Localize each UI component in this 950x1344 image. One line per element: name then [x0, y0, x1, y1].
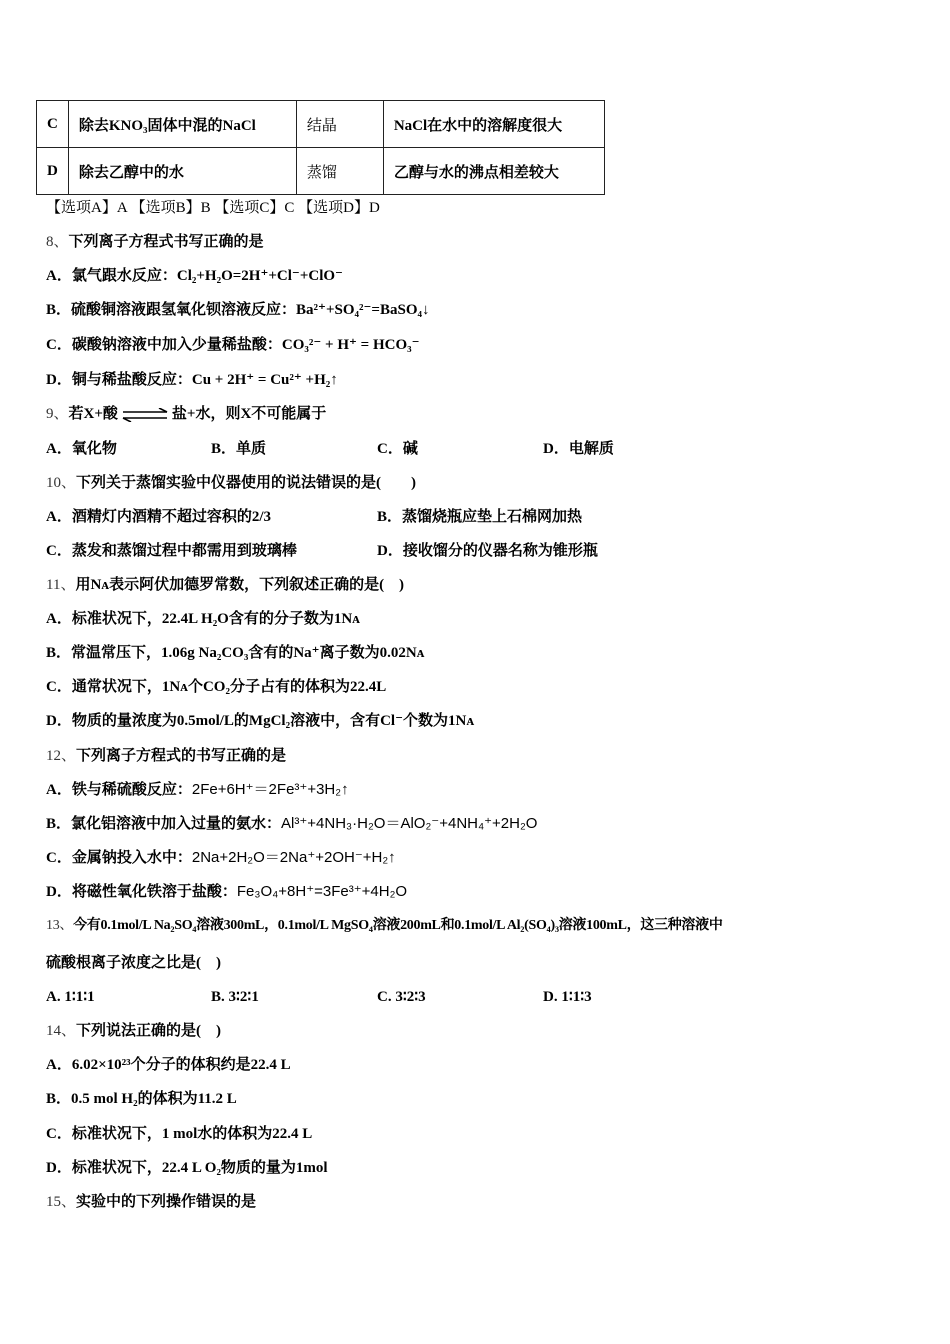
option-text: 硫酸铜溶液跟氢氧化钡溶液反应：: [71, 302, 297, 318]
option-label: A．: [46, 782, 72, 798]
q9-option-b[interactable]: B．单质: [211, 441, 267, 457]
option-label: C．: [46, 850, 72, 866]
option-formula: Cu + 2H⁺ = Cu²⁺ +H₂↑: [191, 372, 338, 388]
q9-option-a[interactable]: A．氧化物: [46, 441, 117, 457]
q12-stem: [46, 746, 286, 766]
option-text: 物质的量浓度为0.5mol/L的MgCl₂溶液中，含有Cl⁻个数为1Nᴀ: [71, 713, 475, 729]
option-label: D．: [46, 713, 72, 729]
q12-option-d[interactable]: [46, 882, 407, 902]
option-formula: CO₃²⁻ + H⁺ = HCO₃⁻: [281, 337, 420, 353]
option-text: 氯气跟水反应：: [71, 268, 177, 284]
q13-stem-line1: [46, 916, 723, 936]
reversible-reaction-arrow-icon: [121, 408, 169, 422]
question-number: 12、: [46, 748, 77, 764]
option-text: 常温常压下，1.06g Na₂CO₃含有的Na⁺离子数为0.02Nᴀ: [71, 645, 425, 661]
option-label: B．: [46, 302, 72, 318]
q14-option-a[interactable]: [46, 1055, 291, 1075]
option-label: C．: [46, 1126, 72, 1142]
option-text: 通常状况下，1Nᴀ个CO₂分子占有的体积为22.4L: [71, 679, 387, 695]
option-label: D．: [46, 884, 72, 900]
row-purpose: 除去乙醇中的水: [68, 148, 296, 195]
question-text: 用Nᴀ表示阿伏加德罗常数，下列叙述正确的是( ): [75, 577, 405, 593]
table-row: [37, 148, 605, 195]
q14-stem: [46, 1021, 221, 1041]
q11-option-c[interactable]: [46, 677, 386, 697]
q7-answer-options: 【选项A】A 【选项B】B 【选项C】C 【选项D】D: [46, 200, 380, 216]
row-label: C: [37, 101, 69, 148]
option-label: C．: [46, 337, 72, 353]
q9-option-d[interactable]: D．电解质: [543, 441, 614, 457]
q10-stem: [46, 473, 416, 493]
q13-option-b[interactable]: B. 3∶2∶1: [211, 989, 259, 1005]
question-number: 8、: [46, 234, 69, 250]
q8-option-d[interactable]: [46, 370, 338, 390]
option-label: A．: [46, 611, 72, 627]
option-label: B．: [46, 816, 72, 832]
q10-option-d[interactable]: D．接收馏分的仪器名称为锥形瓶: [377, 543, 598, 559]
q10-options-row1: [46, 507, 906, 527]
q12-option-c[interactable]: [46, 848, 396, 868]
option-label: A．: [46, 1057, 72, 1073]
q15-stem: [46, 1192, 256, 1212]
option-text: 碳酸钠溶液中加入少量稀盐酸：: [71, 337, 282, 353]
q11-option-b[interactable]: [46, 643, 424, 663]
q8-stem: [46, 232, 264, 252]
option-text: 标准状况下，22.4L H₂O含有的分子数为1Nᴀ: [71, 611, 360, 627]
question-text: 今有0.1mol/L Na₂SO₄溶液300mL，0.1mol/L MgSO₄溶液200mL和0.1mol/L Al₂(SO₄)₃溶液100mL，这三种溶液中: [73, 918, 723, 933]
q9-stem: [46, 404, 326, 424]
question-number: 11、: [46, 577, 76, 593]
q14-option-c[interactable]: [46, 1124, 312, 1144]
option-text: 标准状况下，22.4 L O₂物质的量为1mol: [71, 1160, 328, 1176]
q11-option-d[interactable]: [46, 711, 474, 731]
question-text-before: 若X+酸: [68, 406, 118, 422]
question-text: 下列关于蒸馏实验中仪器使用的说法错误的是( ): [76, 475, 417, 491]
option-formula: Ba²⁺+SO₄²⁻=BaSO₄↓: [296, 302, 430, 318]
q7-options-table: [36, 100, 605, 195]
option-text: 将磁性氧化铁溶于盐酸：: [71, 884, 237, 900]
option-formula: Fe₃O₄+8H⁺=3Fe³⁺+4H₂O: [236, 883, 408, 900]
option-formula: 2Fe+6H⁺＝2Fe³⁺+3H₂↑: [191, 781, 349, 798]
option-text: 铜与稀盐酸反应：: [71, 372, 192, 388]
question-text: 下列离子方程式书写正确的是: [68, 234, 264, 250]
option-label: B．: [46, 1091, 72, 1107]
q10-option-c[interactable]: C．蒸发和蒸馏过程中都需用到玻璃棒: [46, 543, 297, 559]
q12-option-a[interactable]: [46, 780, 349, 800]
table-row: [37, 101, 605, 148]
question-number: 13、: [46, 918, 74, 933]
row-method: 结晶: [296, 101, 383, 148]
option-text: 氯化铝溶液中加入过量的氨水：: [71, 816, 282, 832]
row-label: D: [37, 148, 69, 195]
q10-option-a[interactable]: A．酒精灯内酒精不超过容积的2/3: [46, 509, 272, 525]
question-text-after: 盐+水，则X不可能属于: [171, 406, 327, 422]
q8-option-c[interactable]: [46, 335, 420, 355]
q9-option-c[interactable]: C．碱: [377, 441, 418, 457]
q13-option-d[interactable]: D. 1∶1∶3: [543, 989, 592, 1005]
option-formula: 2Na+2H₂O＝2Na⁺+2OH⁻+H₂↑: [191, 849, 396, 866]
question-number: 14、: [46, 1023, 77, 1039]
q12-option-b[interactable]: [46, 814, 537, 834]
option-label: D．: [46, 1160, 72, 1176]
question-text: 下列说法正确的是( ): [76, 1023, 222, 1039]
q13-option-c[interactable]: C. 3∶2∶3: [377, 989, 426, 1005]
q10-options-row2: [46, 541, 906, 561]
option-text: 铁与稀硫酸反应：: [71, 782, 192, 798]
option-label: C．: [46, 679, 72, 695]
q14-option-d[interactable]: [46, 1158, 328, 1178]
q9-options: [46, 439, 906, 459]
row-purpose: 除去KNO₃固体中混的NaCl: [68, 101, 296, 148]
q13-options: [46, 987, 906, 1007]
row-method: 蒸馏: [296, 148, 383, 195]
q11-stem: [46, 575, 404, 595]
option-label: A．: [46, 268, 72, 284]
q13-option-a[interactable]: A. 1∶1∶1: [46, 989, 95, 1005]
option-label: D．: [46, 372, 72, 388]
option-text: 6.02×10²³个分子的体积约是22.4 L: [71, 1057, 291, 1073]
row-reason: NaCl在水中的溶解度很大: [383, 101, 604, 148]
question-number: 9、: [46, 406, 69, 422]
option-formula: Al³⁺+4NH₃·H₂O＝AlO₂⁻+4NH₄⁺+2H₂O: [281, 815, 538, 832]
q8-option-b[interactable]: [46, 300, 429, 320]
q13-stem-line2: 硫酸根离子浓度之比是( ): [46, 955, 221, 971]
q14-option-b[interactable]: [46, 1089, 237, 1109]
question-number: 15、: [46, 1194, 77, 1210]
q10-option-b[interactable]: B．蒸馏烧瓶应垫上石棉网加热: [377, 509, 583, 525]
question-text: 下列离子方程式的书写正确的是: [76, 748, 287, 764]
question-number: 10、: [46, 475, 77, 491]
option-text: 标准状况下，1 mol水的体积为22.4 L: [71, 1126, 313, 1142]
option-text: 0.5 mol H₂的体积为11.2 L: [71, 1091, 237, 1107]
option-text: 金属钠投入水中：: [71, 850, 192, 866]
question-text: 实验中的下列操作错误的是: [76, 1194, 257, 1210]
row-reason: 乙醇与水的沸点相差较大: [383, 148, 604, 195]
option-label: B．: [46, 645, 72, 661]
option-formula: Cl₂+H₂O=2H⁺+Cl⁻+ClO⁻: [176, 268, 343, 284]
q8-option-a[interactable]: [46, 266, 343, 286]
q11-option-a[interactable]: [46, 609, 360, 629]
